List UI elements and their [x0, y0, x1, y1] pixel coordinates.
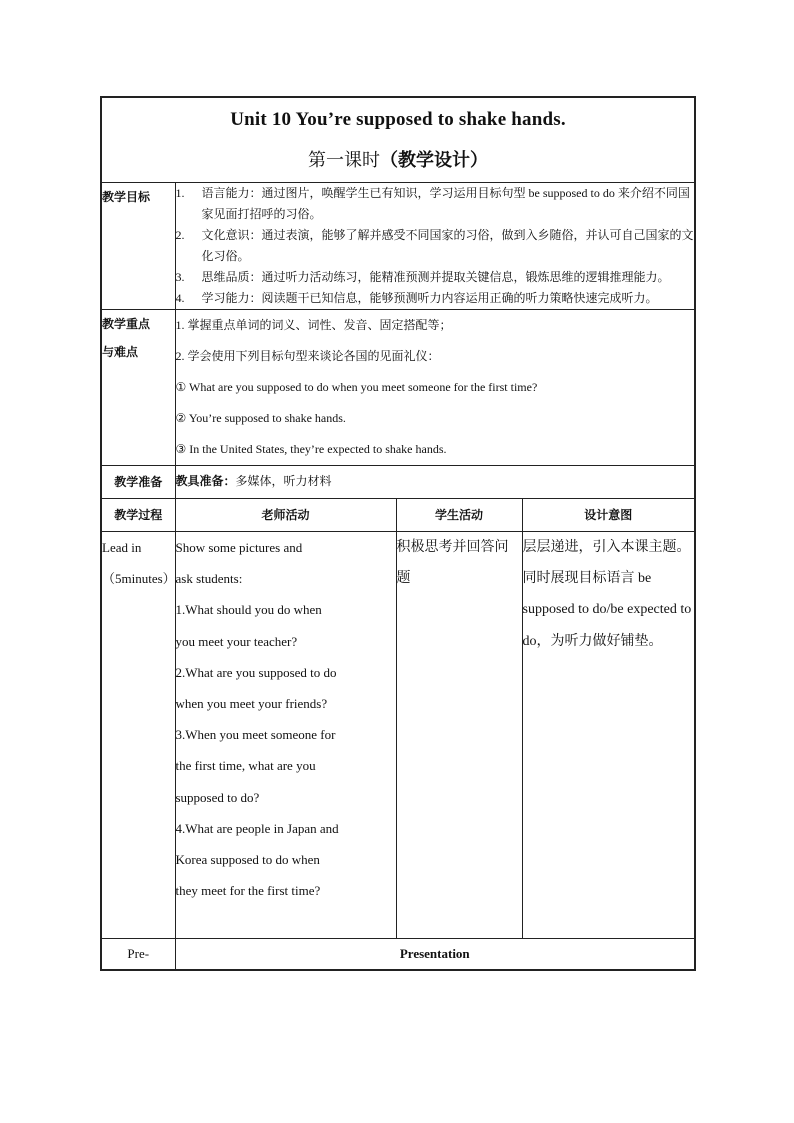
lead-in-row [101, 532, 695, 939]
teacher-line: when you meet your friends? [175, 696, 328, 712]
goal-text: 学习能力：阅读题干已知信息，能够预测听力内容运用正确的听力策略快速完成听力。 [201, 291, 658, 305]
teacher-line: you meet your teacher? [175, 633, 298, 649]
key-point-line: ③ In the United States, they’re expected to shake hands. [175, 442, 447, 456]
header-process: 教学过程 [101, 499, 175, 532]
teacher-line: 3.When you meet someone for [175, 727, 336, 743]
presentation-stage: Pre- [101, 939, 175, 971]
goal-item [176, 288, 695, 309]
goals-content [175, 183, 695, 310]
key-point-line: 1. 掌握重点单词的词义、词性、发音、固定搭配等； [175, 318, 452, 332]
teacher-line: 2.What are you supposed to do [175, 664, 337, 680]
teacher-line: ask students: [175, 571, 243, 587]
teacher-line: 4.What are people in Japan and [175, 820, 339, 836]
lead-in-teacher [175, 532, 396, 939]
key-points-row [101, 310, 695, 466]
goal-number: 4. [175, 291, 185, 305]
title-cell [101, 97, 695, 183]
title-row [101, 97, 695, 183]
header-student: 学生活动 [396, 499, 522, 532]
lead-in-student: 积极思考并回答问题 [396, 532, 522, 939]
goal-number: 2. [175, 228, 185, 242]
lead-in-design: 层层递进，引入本课主题。同时展现目标语言 be supposed to do/be expected to do，为听力做好铺垫。 [522, 532, 695, 939]
key-point-line: ① What are you supposed to do when you meet someone for the first time? [175, 380, 538, 394]
teacher-line: supposed to do? [175, 789, 260, 805]
document-title: Unit 10 You’re supposed to shake hands. [230, 109, 566, 130]
key-points-content [175, 310, 695, 466]
document-subtitle [102, 131, 694, 172]
goal-item [176, 267, 695, 288]
presentation-content: Presentation [175, 939, 695, 971]
preparation-text: 多媒体，听力材料 [235, 474, 332, 488]
presentation-row [101, 939, 695, 971]
teacher-line: Show some pictures and [175, 540, 303, 555]
teacher-line: 1.What should you do when [175, 602, 322, 618]
goal-item [176, 183, 695, 225]
lead-in-stage: Lead in （5minutes） [101, 532, 175, 939]
key-points-label-line1: 教学重点 [102, 317, 151, 331]
subtitle-lesson: 第一课时 [308, 150, 381, 170]
process-header-row [101, 499, 695, 532]
preparation-label: 教学准备 [101, 466, 175, 499]
key-point-line: 2. 学会使用下列目标句型来谈论各国的见面礼仪： [175, 349, 440, 363]
goals-label: 教学目标 [101, 183, 175, 310]
key-points-label [101, 310, 175, 466]
preparation-row [101, 466, 695, 499]
teacher-line: Korea supposed to do when [175, 852, 320, 868]
subtitle-design: （教学设计） [380, 150, 489, 170]
header-design: 设计意图 [522, 499, 695, 532]
goal-number: 3. [175, 270, 185, 284]
goal-text: 思维品质：通过听力活动练习，能精准预测并提取关键信息，锻炼思维的逻辑推理能力。 [201, 270, 670, 284]
goal-text: 文化意识：通过表演，能够了解并感受不同国家的习俗，做到入乡随俗，并认可自己国家的文化习俗。 [201, 228, 694, 263]
goals-row [101, 183, 695, 310]
goal-text: 语言能力：通过图片，唤醒学生已有知识，学习运用目标句型 be supposed to do 来介绍不同国家见面打招呼的习俗。 [201, 186, 690, 221]
goal-number: 1. [175, 186, 185, 200]
preparation-content [175, 466, 695, 499]
goal-item [176, 225, 695, 267]
preparation-bold: 教具准备： [175, 474, 236, 488]
key-point-line: ② You’re supposed to shake hands. [175, 411, 346, 425]
teacher-line: they meet for the first time? [175, 883, 321, 899]
key-points-label-line2: 与难点 [102, 345, 139, 359]
teacher-line: the first time, what are you [175, 758, 316, 774]
header-teacher: 老师活动 [175, 499, 396, 532]
lesson-plan-table [100, 96, 696, 971]
